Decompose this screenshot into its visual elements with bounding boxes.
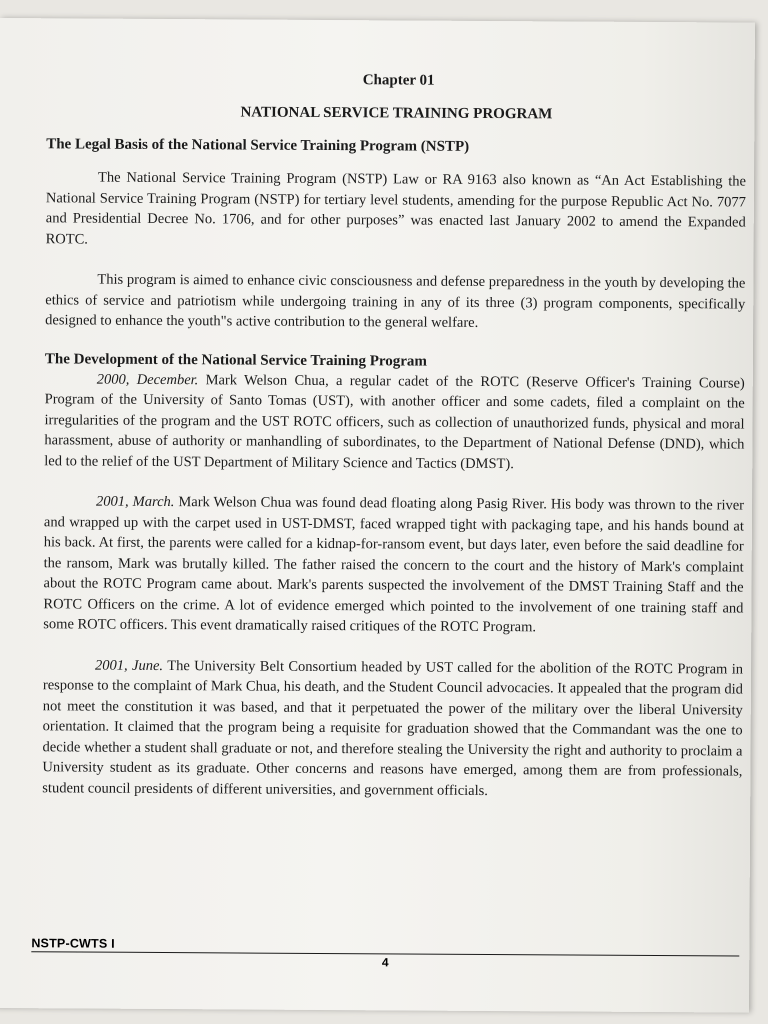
- section-heading-development: The Development of the National Service Training Program: [44, 350, 428, 370]
- entry-text: The University Belt Consortium headed by UST called for the abolition of the ROTC Program in response to the complaint of Mark Chua, his death, and the Student Council advocacies. It appealed that the program did not meet the constitution it was based, and that it perpetuated the power of the military over the liberal University orientation. It claimed that the program being a requisite for graduation showed that the Commandant was the one to decide whether a student shall graduate or not, and therefore stealing the University the right and authority to proclaim a University student as its graduate. Other concerns and reasons have emerged, among them are from professionals, student council presidents of different universities, and government officials.: [42, 657, 744, 799]
- paragraph-legal-basis-1: The National Service Training Program (NSTP) Law or RA 9163 also known as “An Act Establishing the National Service Training Program (NSTP) for tertiary level students, amending for the purpose Republic Act No. 7077 and Presidential Decree No. 1706, and for other purposes” was enacted last January 2002 to amend the Expanded ROTC.: [45, 169, 747, 248]
- page-sheet: [0, 18, 755, 1013]
- entry-date: 2000, December.: [96, 371, 199, 388]
- paragraph-2001-march: [43, 491, 744, 639]
- footer-course-label: NSTP-CWTS I: [31, 936, 115, 951]
- entry-date: 2001, June.: [95, 657, 164, 674]
- page-footer: [31, 936, 739, 971]
- document-page: [42, 70, 747, 822]
- paragraph-legal-basis-2: This program is aimed to enhance civic consciousness and defense preparedness in the youth by developing the ethics of service and patriotism while undergoing training in any of its three (3) program components, specifically designed to enhance the youth"s active contribution to the general welfare.: [45, 271, 746, 331]
- entry-text: Mark Welson Chua, a regular cadet of the ROTC (Reserve Officer's Training Course) Program of the University of Santo Tomas (UST), with another officer and some cadets, filed a complaint on the irregularities of the program and the UST ROTC officers, such as collection of unauthorized funds, physical and moral harassment, abuse of authority or manhandling of subordinates, to the Department of National Defense (DND), which led to the relief of the UST Department of Military Science and Tactics (DMST).: [44, 371, 745, 472]
- page-title: NATIONAL SERVICE TRAINING PROGRAM: [240, 104, 553, 123]
- paragraph-2000-december: [44, 369, 745, 476]
- paragraph-2001-june: [42, 655, 743, 803]
- section-heading-legal-basis: The Legal Basis of the National Service Training Program (NSTP): [46, 136, 470, 155]
- entry-text: Mark Welson Chua was found dead floating along Pasig River. His body was thrown to the river and wrapped up with the carpet used in UST-DMST, faced wrapped tight with packaging tape, and his hands bound at his back. At first, the parents were called for a kidnap-for-ransom event, but days later, even before the said deadline for the ransom, Mark was brutally killed. The father raised the concern to the court and the history of Mark's complaint about the ROTC Program came about. Mark's parents suspected the involvement of the DMST Training Staff and the ROTC Officers on the crime. A lot of evidence emerged which pointed to the involvement of one training staff and some ROTC officers. This event dramatically raised critiques of the ROTC Program.: [43, 494, 745, 636]
- page-number: 4: [381, 955, 389, 970]
- chapter-label: Chapter 01: [362, 72, 435, 89]
- entry-date: 2001, March.: [95, 493, 175, 511]
